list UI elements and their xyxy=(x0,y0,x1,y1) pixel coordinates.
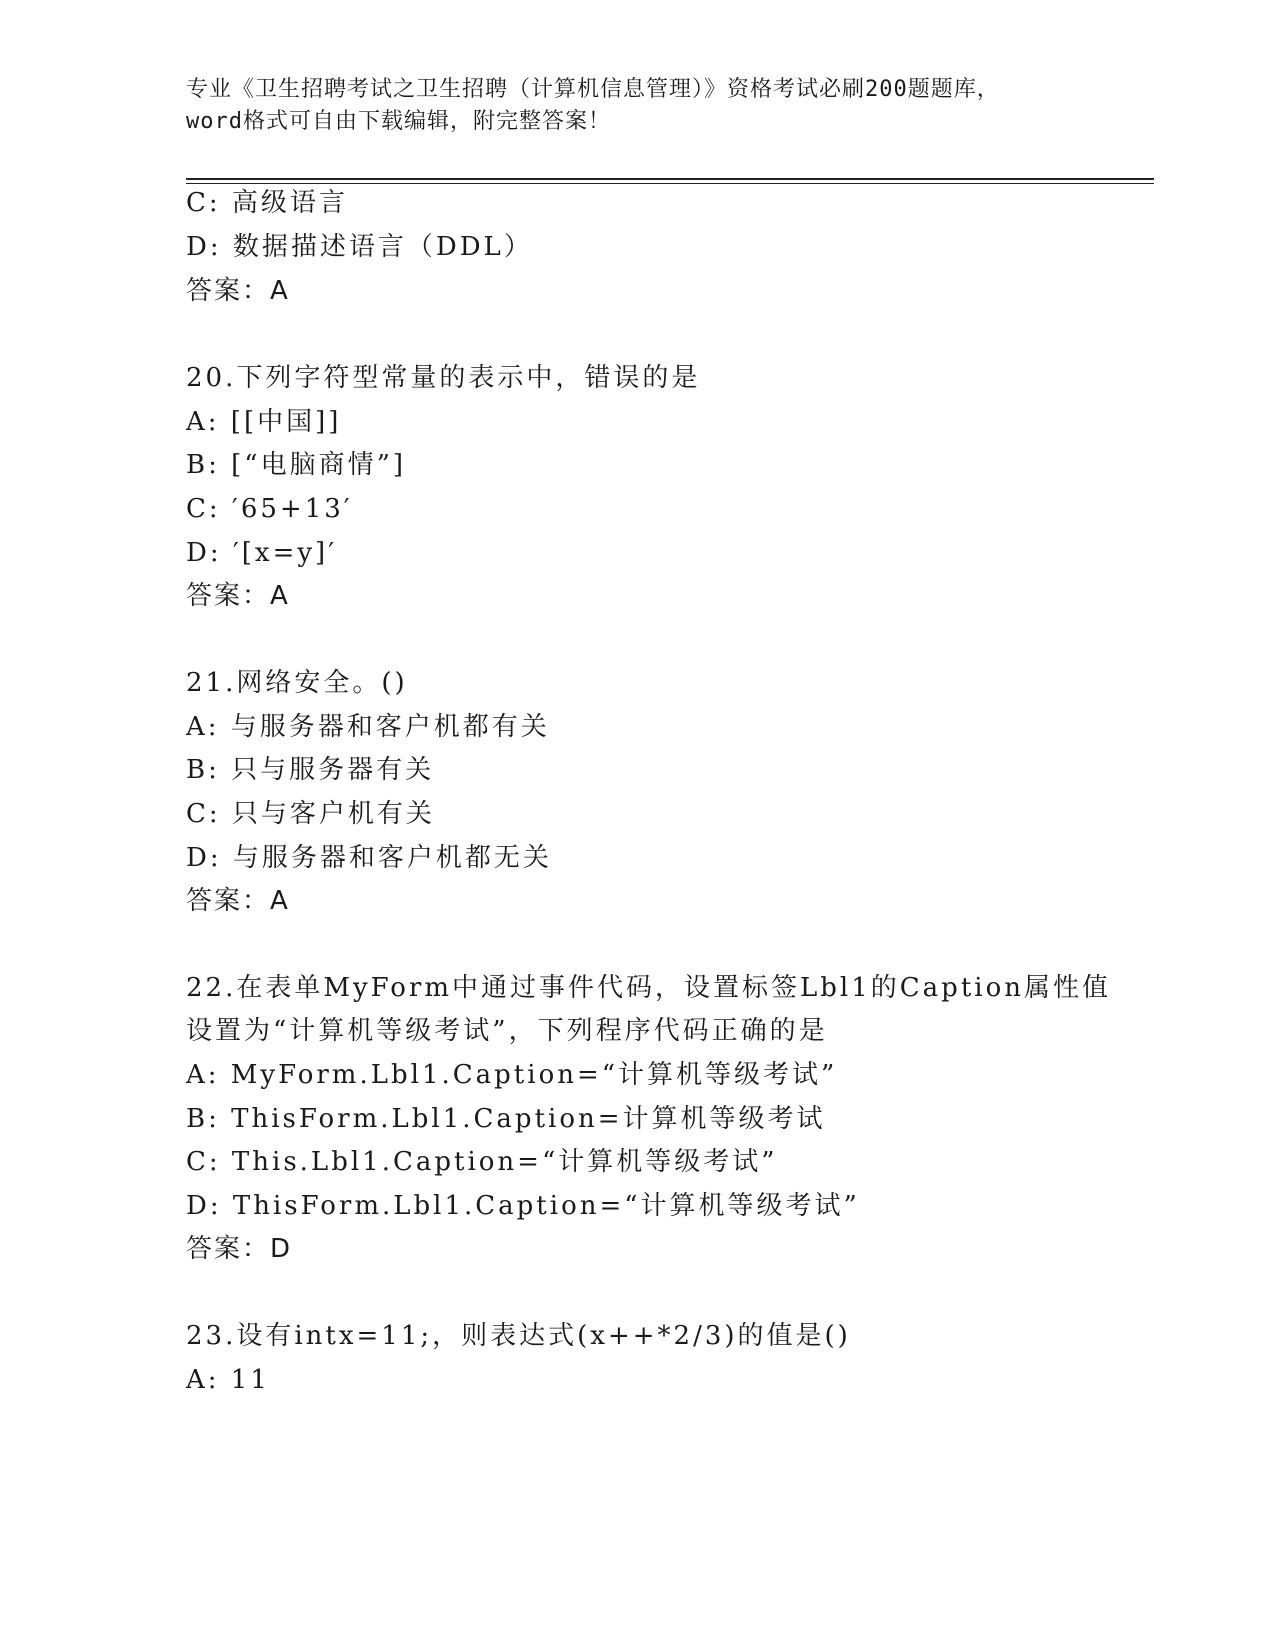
question-20-answer: 答案：A xyxy=(186,581,290,611)
question-22-option-c: C: This.Lbl1.Caption=“计算机等级考试” xyxy=(186,1147,778,1177)
question-20-option-a: A: [[中国]] xyxy=(186,407,342,437)
header-title-line1: 专业《卫生招聘考试之卫生招聘（计算机信息管理）》资格考试必刷200题题库， xyxy=(186,77,1000,102)
header-divider-thick xyxy=(186,178,1154,180)
header-title-line2: word格式可自由下载编辑，附完整答案！ xyxy=(186,109,611,134)
question-21-stem: 21.网络安全。() xyxy=(186,668,408,698)
question-20-option-c: C: ′65+13′ xyxy=(186,494,353,524)
question-23-stem: 23.设有intx=11;，则表达式(x++*2/3)的值是() xyxy=(186,1321,851,1351)
question-23-option-a: A: 11 xyxy=(186,1365,270,1395)
question-21-option-c: C: 只与客户机有关 xyxy=(186,799,435,829)
document-header xyxy=(186,74,1086,138)
question-21-option-a: A: 与服务器和客户机都有关 xyxy=(186,712,550,742)
prev-question-option-d: D: 数据描述语言（DDL） xyxy=(186,232,533,262)
question-22-stem-line2: 设置为“计算机等级考试”，下列程序代码正确的是 xyxy=(186,1016,828,1046)
question-22-stem-line1: 22.在表单MyForm中通过事件代码，设置标签Lbl1的Caption属性值 xyxy=(186,973,1111,1003)
question-22-answer: 答案：D xyxy=(186,1234,293,1264)
question-22-option-a: A: MyForm.Lbl1.Caption=“计算机等级考试” xyxy=(186,1060,838,1090)
question-20-option-d: D: ′[x=y]′ xyxy=(186,538,338,568)
question-21-answer: 答案：A xyxy=(186,886,290,916)
prev-question-option-c: C: 高级语言 xyxy=(186,188,348,218)
question-22-option-d: D: ThisForm.Lbl1.Caption=“计算机等级考试” xyxy=(186,1191,860,1221)
question-20-stem: 20.下列字符型常量的表示中，错误的是 xyxy=(186,363,701,393)
question-22-option-b: B: ThisForm.Lbl1.Caption=计算机等级考试 xyxy=(186,1104,826,1134)
prev-question-answer: 答案：A xyxy=(186,276,290,306)
question-20-option-b: B: [“电脑商情”] xyxy=(186,450,407,480)
header-divider-thin xyxy=(186,183,1154,184)
question-21-option-b: B: 只与服务器有关 xyxy=(186,755,435,785)
question-21-option-d: D: 与服务器和客户机都无关 xyxy=(186,843,552,873)
